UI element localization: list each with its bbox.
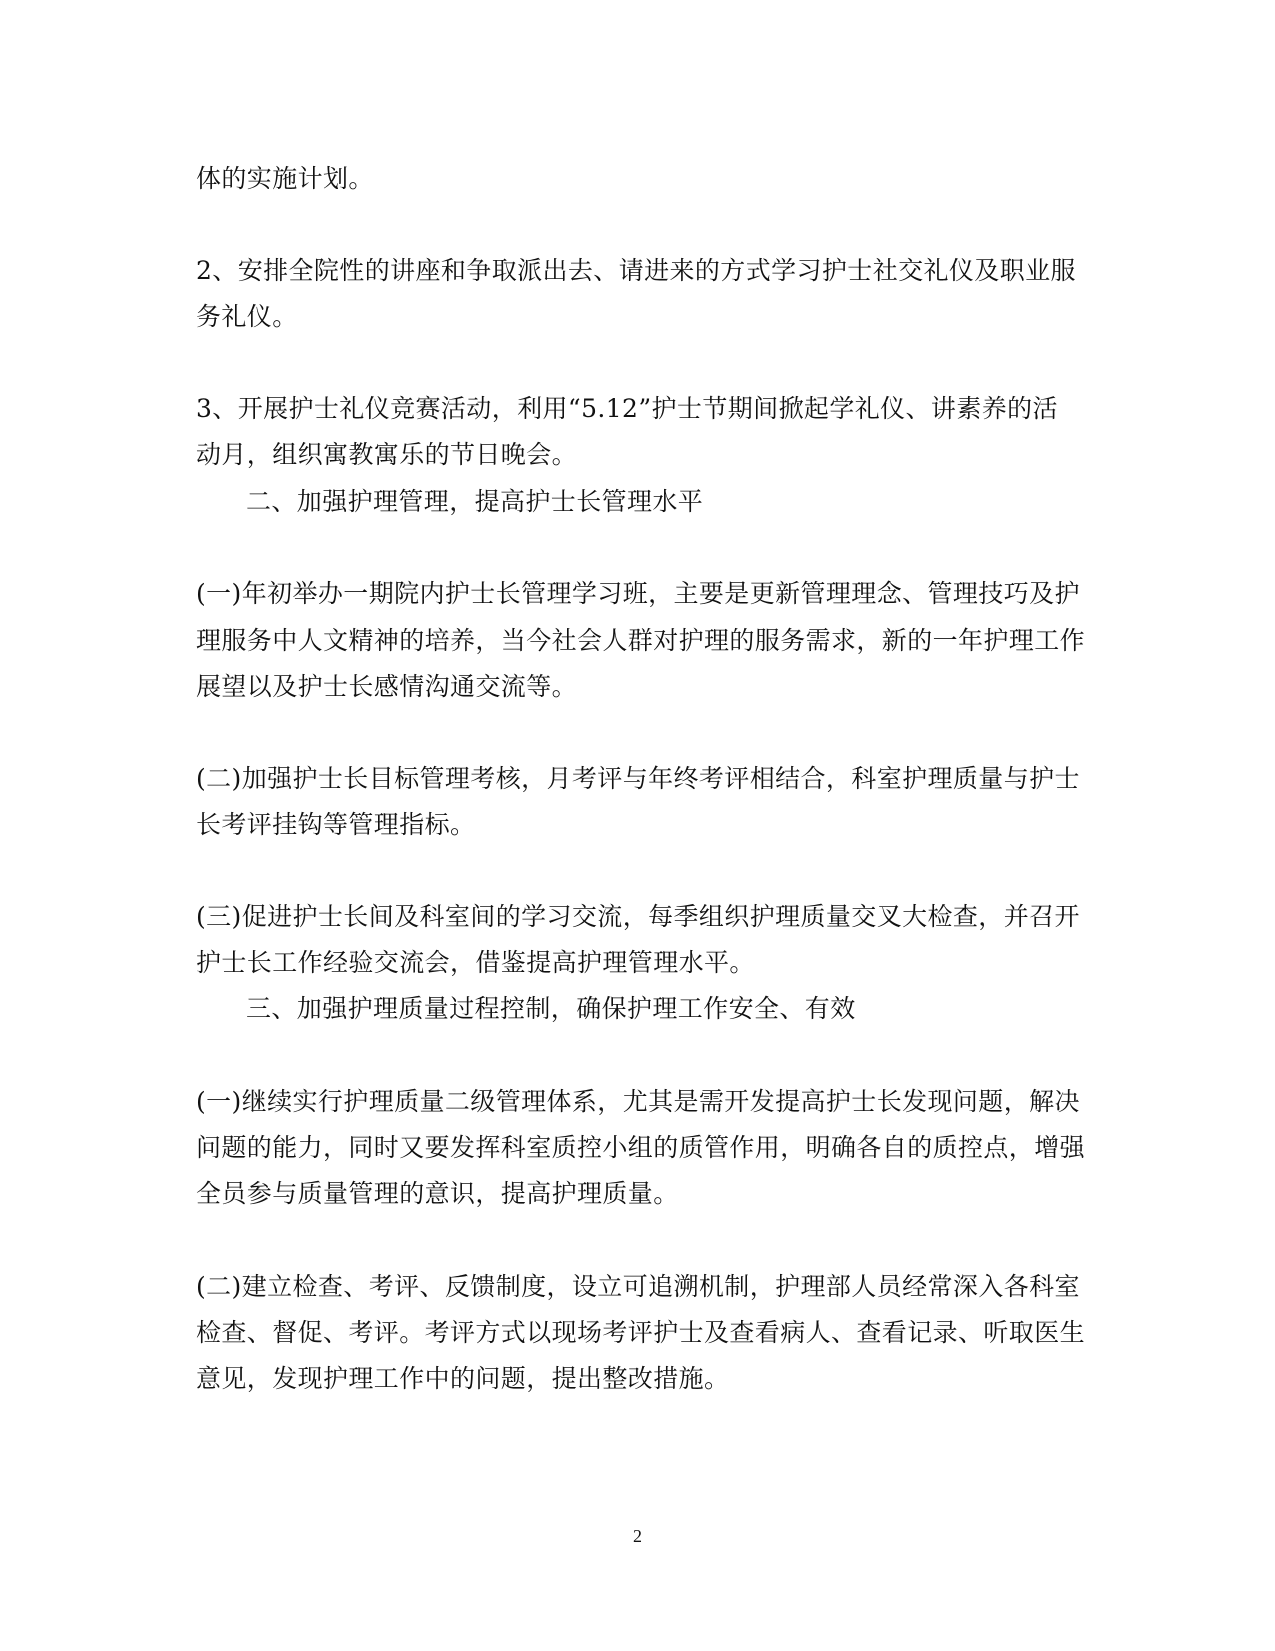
section-heading: 三、加强护理质量过程控制，确保护理工作安全、有效: [246, 994, 856, 1023]
paragraph-line: 展望以及护士长感情沟通交流等。: [196, 672, 578, 701]
paragraph-line: (二)加强护士长目标管理考核，月考评与年终考评相结合，科室护理质量与护士: [196, 764, 1080, 793]
paragraph-line: (一)继续实行护理质量二级管理体系，尤其是需开发提高护士长发现问题，解决: [196, 1087, 1080, 1116]
paragraph-line: 体的实施计划。: [196, 164, 374, 193]
paragraph-line: (一)年初举办一期院内护士长管理学习班，主要是更新管理理念、管理技巧及护: [196, 579, 1080, 608]
paragraph-line: 意见，发现护理工作中的问题，提出整改措施。: [196, 1364, 730, 1393]
paragraph-line: 长考评挂钩等管理指标。: [196, 810, 476, 839]
paragraph-line: (三)促进护士长间及科室间的学习交流，每季组织护理质量交叉大检查，并召开: [196, 902, 1080, 931]
paragraph-line: 动月，组织寓教寓乐的节日晚会。: [196, 440, 578, 469]
paragraph-line: 全员参与质量管理的意识，提高护理质量。: [196, 1179, 679, 1208]
paragraph-line: 问题的能力，同时又要发挥科室质控小组的质管作用，明确各自的质控点，增强: [196, 1133, 1086, 1162]
paragraph-line: 务礼仪。: [196, 302, 298, 331]
paragraph-line: 护士长工作经验交流会，借鉴提高护理管理水平。: [196, 948, 755, 977]
page-number: 2: [633, 1526, 642, 1546]
paragraph-line: 检查、督促、考评。考评方式以现场考评护士及查看病人、查看记录、听取医生: [196, 1318, 1086, 1347]
paragraph-line: 3、开展护士礼仪竞赛活动，利用“5.12”护士节期间掀起学礼仪、讲素养的活: [196, 394, 1058, 423]
section-heading: 二、加强护理管理，提高护士长管理水平: [246, 487, 704, 516]
paragraph-line: (二)建立检查、考评、反馈制度，设立可追溯机制，护理部人员经常深入各科室: [196, 1272, 1080, 1301]
paragraph-line: 2、安排全院性的讲座和争取派出去、请进来的方式学习护士社交礼仪及职业服: [196, 256, 1076, 285]
paragraph-line: 理服务中人文精神的培养，当今社会人群对护理的服务需求，新的一年护理工作: [196, 626, 1086, 655]
